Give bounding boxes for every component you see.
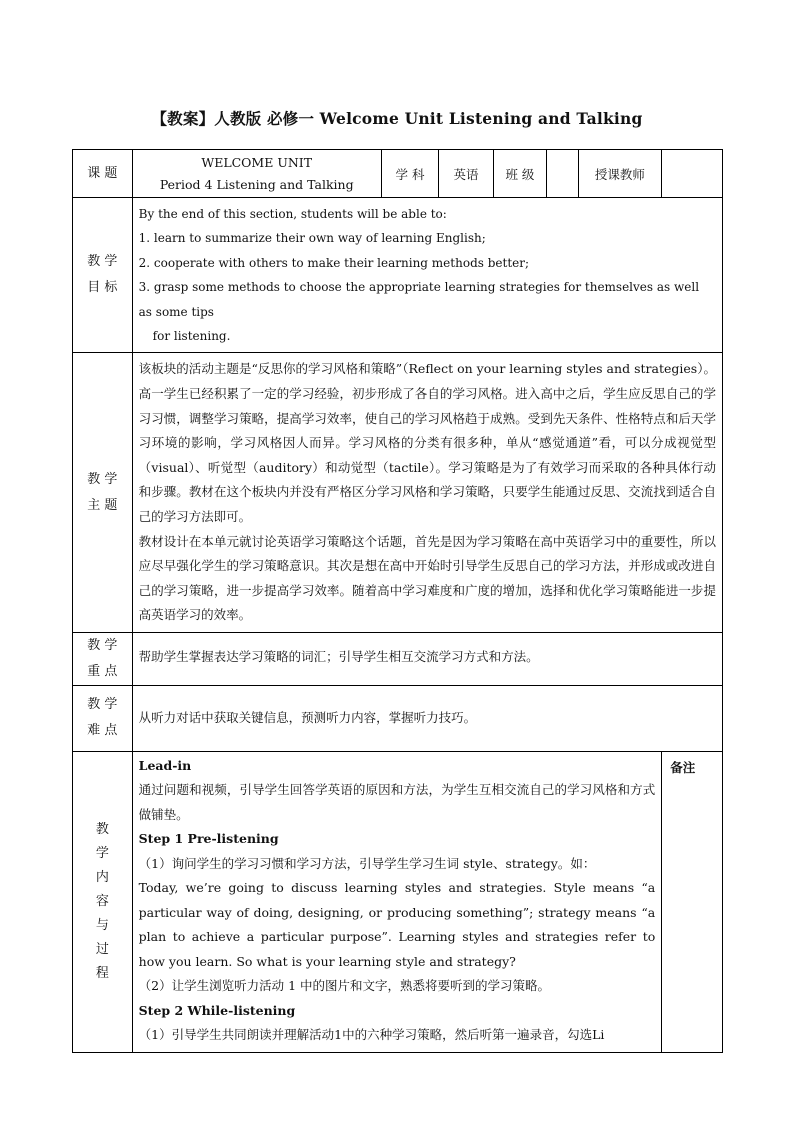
lesson-plan-table	[72, 149, 723, 1053]
leadin-heading: Lead-in	[138, 757, 192, 773]
document-title: 【教案】人教版 必修一 Welcome Unit Listening and Talking	[151, 109, 643, 128]
leadin-text: 通过问题和视频，引导学生回答学英语的原因和方法，为学生互相交流自己的学习风格和方式做铺垫。	[138, 782, 656, 822]
process-content	[132, 751, 662, 1052]
theme-paragraph-1: 该板块的活动主题是“反思你的学习风格和策略”（Reflect on your learning styles and strategies）。高一学生已经积累了一定的学习经验，初步形成了各自的学习风格。进入高中之后，学生应反思自己的学习习惯，调整学习策略，提高学习效率，使自己的学习风格趋于成熟。受到先天条件、性格特点和后天学习环境的影响，学习风格因人而异。学习风格的分类有很多种，单从“感觉通道”看，可以分成视觉型（visual）、听觉型（auditory）和动觉型（tactile）。学习策略是为了有效学习而采取的各种具体行动和步骤。教材在这个板块内并没有严格区分学习风格和学习策略，只要学生能通过反思、交流找到适合自己的学习方法即可。	[138, 361, 716, 524]
objectives-row	[73, 198, 723, 353]
class-label: 班 级	[493, 150, 546, 198]
step2-item-1: （1）引导学生共同朗读并理解活动1中的六种学习策略，然后听第一遍录音，勾选Li	[138, 1027, 605, 1043]
step1-heading: Step 1 Pre-listening	[138, 831, 279, 847]
theme-label: 教 学 主 题	[73, 353, 133, 633]
teacher-label: 授课教师	[578, 150, 662, 198]
step1-item-1: （1）询问学生的学习习惯和学习方法，引导学生学习生词 style、strategy。如：	[138, 855, 596, 871]
theme-row	[73, 353, 723, 633]
key-points-row	[73, 632, 723, 685]
step1-item-2: （2）让学生浏览听力活动 1 中的图片和文字，熟悉将要听到的学习策略。	[138, 978, 551, 994]
notes-column: 备注	[662, 751, 723, 1052]
course-title: WELCOME UNIT	[201, 154, 313, 170]
key-points-content: 帮助学生掌握表达学习策略的词汇；引导学生相互交流学习方式和方法。	[132, 632, 722, 685]
teacher-value	[662, 150, 723, 198]
course-period: Period 4 Listening and Talking	[159, 176, 354, 192]
subject-value: 英语	[439, 150, 493, 198]
objective-1: 1. learn to summarize their own way of learning English;	[138, 231, 486, 246]
difficulties-content: 从听力对话中获取关键信息，预测听力内容，掌握听力技巧。	[132, 685, 722, 751]
objectives-content	[132, 198, 722, 353]
process-row	[73, 751, 723, 1052]
step1-example: Today, we’re going to discuss learning styles and strategies. Style means “a particular way of doing, designing, or producing something”; strategy means “a plan to achieve a particular purpose”. Learning styles and strategies refer to how you learn. So what is your learning style and strategy?	[138, 880, 656, 969]
class-value	[547, 150, 578, 198]
course-name-cell	[132, 150, 381, 198]
difficulties-row	[73, 685, 723, 751]
objectives-intro: By the end of this section, students will be able to:	[138, 207, 447, 221]
theme-content	[132, 353, 722, 633]
objective-3-cont: for listening.	[152, 329, 231, 344]
process-label: 教 学 内 容 与 过 程	[73, 751, 133, 1052]
step2-heading: Step 2 While-listening	[138, 1002, 296, 1018]
theme-paragraph-2: 教材设计在本单元就讨论英语学习策略这个话题，首先是因为学习策略在高中英语学习中的重要性，所以应尽早强化学生的学习策略意识。其次是想在高中开始时引导学生反思自己的学习方法，并形成或改进自己的学习策略，进一步提高学习效率。随着高中学习难度和广度的增加，选择和优化学习策略能进一步提高英语学习的效率。	[138, 533, 716, 623]
objective-3: 3. grasp some methods to choose the appropriate learning strategies for themselves as well as some tips	[138, 280, 700, 319]
header-row	[73, 150, 723, 198]
key-points-label: 教 学 重 点	[73, 632, 133, 685]
topic-label: 课 题	[73, 150, 133, 198]
subject-label: 学 科	[381, 150, 439, 198]
difficulties-label: 教 学 难 点	[73, 685, 133, 751]
objective-2: 2. cooperate with others to make their learning methods better;	[138, 255, 530, 270]
objectives-label: 教 学 目 标	[73, 198, 133, 353]
